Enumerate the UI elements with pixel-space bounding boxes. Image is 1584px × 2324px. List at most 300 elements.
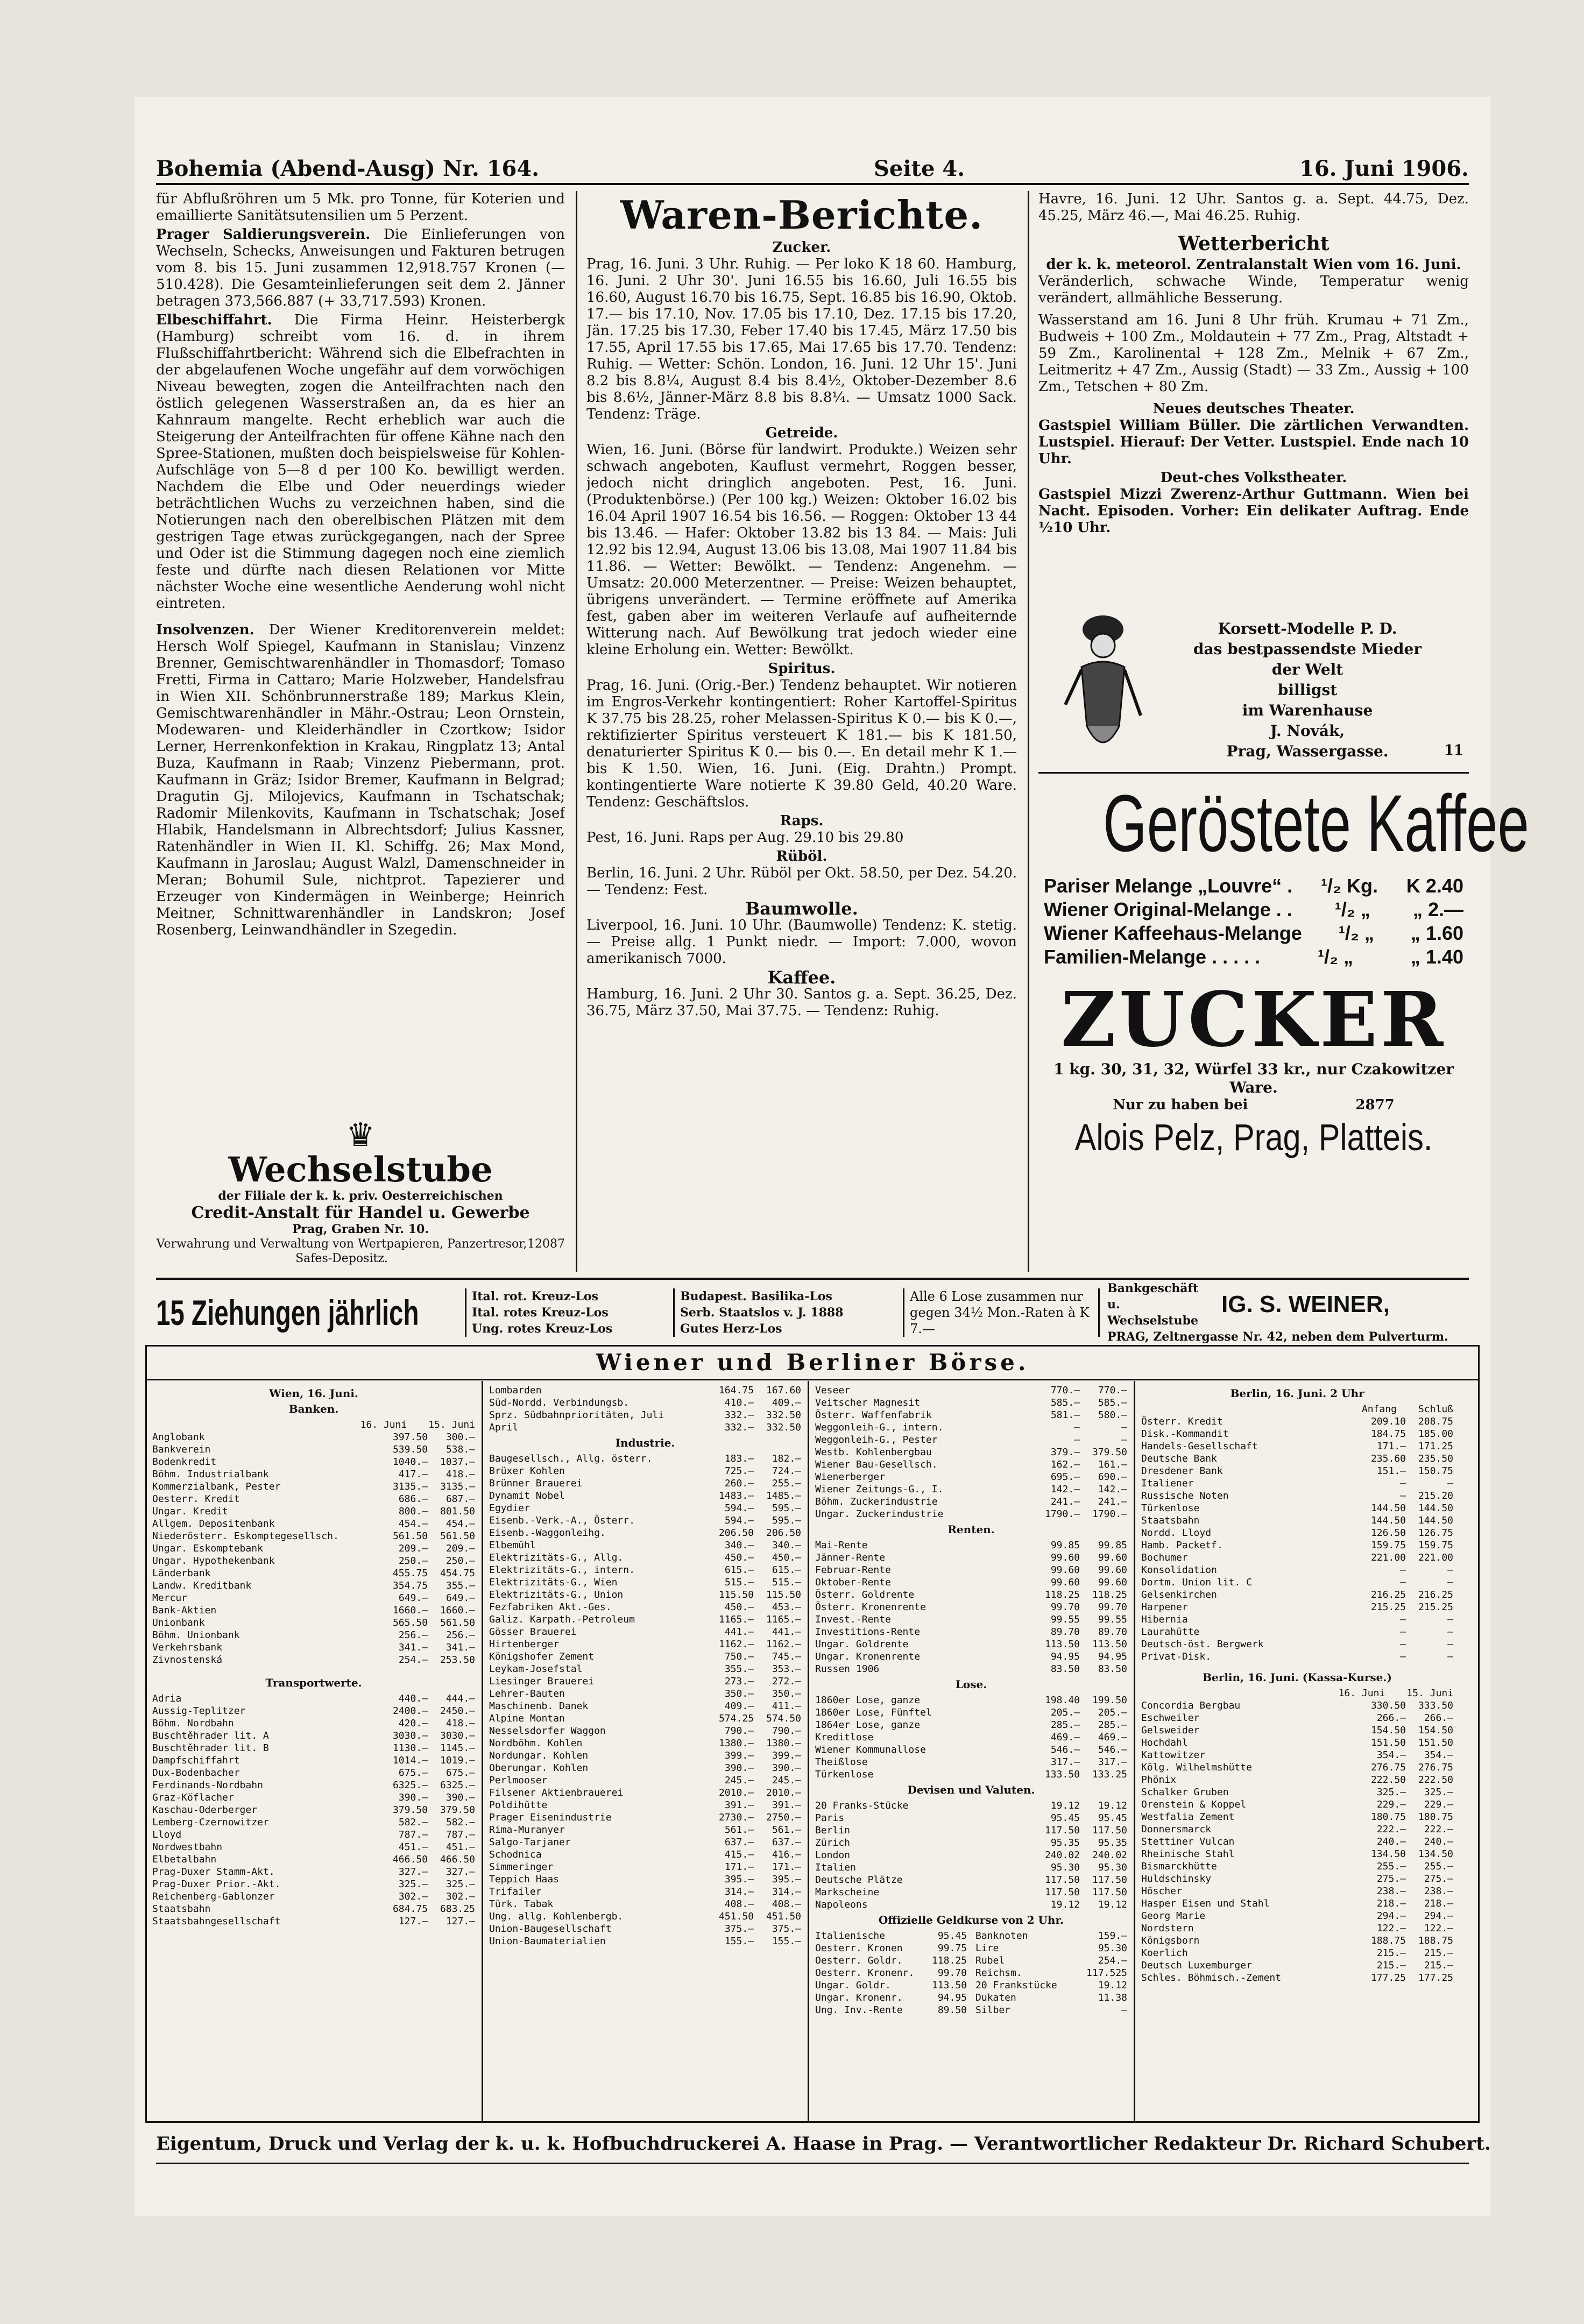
row-label: Disk.-Kommandit (1141, 1428, 1229, 1440)
row-value: 215.20 (1418, 1490, 1453, 1501)
row-value: 113.50 (1092, 1639, 1127, 1650)
row-value: 122.— (1424, 1923, 1453, 1934)
table-row (815, 1576, 1127, 1589)
table-row (152, 1493, 475, 1505)
table-row (152, 1804, 475, 1816)
row-value: 1165.— (718, 1614, 754, 1625)
row-label: Konsolidation (1141, 1564, 1217, 1576)
row-label: Berlin (815, 1825, 851, 1836)
table-row (1141, 1811, 1453, 1823)
row-value: — (1447, 1639, 1453, 1650)
row-label: Napoleons (815, 1899, 868, 1910)
row-value: 314.— (724, 1886, 754, 1897)
boerse-col-b (489, 1384, 801, 2116)
row-value: 95.30 (1098, 1943, 1127, 1954)
renten-head: Renten. (947, 1523, 995, 1536)
row-value: 218.— (1376, 1898, 1406, 1909)
row-value: 538.— (445, 1444, 475, 1455)
row-label: Allgem. Depositenbank (152, 1518, 275, 1529)
row-value: 332.50 (766, 1422, 801, 1433)
table-row (815, 1861, 1127, 1874)
row-value: — (1400, 1639, 1406, 1650)
row-label: 1860er Lose, ganze (815, 1695, 921, 1706)
row-value: — (1447, 1577, 1453, 1588)
table-row (815, 1706, 1127, 1719)
row-value: 390.— (445, 1792, 475, 1803)
row-value: 94.95 (1098, 1651, 1127, 1662)
row-value: 1130.— (392, 1742, 428, 1754)
table-row (815, 1849, 1127, 1861)
row-value: 19.12 (1050, 1800, 1080, 1811)
row-value: 399.— (724, 1750, 754, 1761)
row-value: — (1074, 1434, 1080, 1446)
row-value: 354.— (1376, 1749, 1406, 1761)
row-value: 133.25 (1092, 1769, 1127, 1780)
row-label: Stettiner Vulcan (1141, 1836, 1235, 1847)
transport-head: Transportwerte. (265, 1676, 362, 1689)
row-value: 418.— (445, 1718, 475, 1729)
row-label: Silber (975, 2004, 1011, 2016)
row-value: 724.— (772, 1465, 801, 1477)
table-row (975, 1930, 1127, 1942)
row-label: April (489, 1422, 519, 1433)
table-row (975, 1942, 1127, 1954)
row-label: Koerlich (1141, 1947, 1188, 1959)
table-row (489, 1737, 801, 1749)
row-value: 390.— (772, 1762, 801, 1774)
table-row (1141, 1712, 1453, 1724)
row-value: 118.25 (1092, 1589, 1127, 1600)
misc-table (815, 1384, 1127, 1520)
row-value: 95.30 (1050, 1862, 1080, 1873)
row-value: 441.— (724, 1626, 754, 1638)
row-value: 1162.— (718, 1639, 754, 1650)
baumwolle-text: Liverpool, 16. Juni. 10 Uhr. (Baumwolle) Tendenz: K. stetig. — Preise allg. 1 Punkt niedr. — Import: 7.000, wovon amerikanisch 7000. (586, 917, 1017, 967)
row-value: 275.— (1376, 1873, 1406, 1884)
row-value: 99.75 (937, 1943, 967, 1954)
row-value: 2750.— (766, 1812, 801, 1823)
row-label: Adria (152, 1693, 182, 1704)
lottery-big: 15 Ziehungen jährlich (156, 1293, 419, 1333)
price-unit: ¹/₂ Kg. (1321, 875, 1378, 897)
table-row (489, 1551, 801, 1564)
table-row (489, 1465, 801, 1477)
row-value: 222.— (1424, 1824, 1453, 1835)
row-value: 649.— (398, 1592, 428, 1604)
row-label: Brüxer Kohlen (489, 1465, 565, 1477)
table-row (815, 1719, 1127, 1731)
theater2-head: Deut-ches Volkstheater. (1160, 470, 1347, 486)
table-row (1141, 1601, 1453, 1613)
table-row (815, 1824, 1127, 1837)
row-label: Dynamit Nobel (489, 1490, 565, 1501)
row-label: Filsener Aktienbrauerei (489, 1787, 624, 1798)
left-column (156, 191, 565, 1213)
middle-column (586, 191, 1017, 1272)
left-p2 (156, 226, 565, 310)
row-value: 171.25 (1418, 1441, 1453, 1452)
row-label: Alpine Montan (489, 1713, 565, 1724)
row-value: 254.— (398, 1654, 428, 1666)
row-value: 255.— (1424, 1861, 1453, 1872)
table-row (489, 1514, 801, 1527)
row-value: 686.— (398, 1493, 428, 1505)
row-value: 241.— (1050, 1496, 1080, 1507)
bank-address: PRAG, Zeltnergasse Nr. 42, neben dem Pulverturm. (1107, 1330, 1448, 1344)
row-value: 325.— (1424, 1787, 1453, 1798)
row-value: 451.— (398, 1841, 428, 1853)
row-label: Nordböhm. Kohlen (489, 1738, 583, 1749)
row-value: — (1400, 1490, 1406, 1501)
row-label: Baugesellsch., Allg. österr. (489, 1453, 653, 1464)
havre-text: Havre, 16. Juni. 12 Uhr. Santos g. a. Sept. 44.75, Dez. 45.25, März 46.—, Mai 46.25. Ruhig. (1038, 191, 1469, 224)
table-row (489, 1688, 801, 1700)
row-value: 260.— (724, 1478, 754, 1489)
lottery-c1 (465, 1288, 666, 1337)
row-value: 546.— (1050, 1744, 1080, 1755)
table-row (815, 1434, 1127, 1446)
page-header (156, 156, 1469, 183)
row-value: 266.— (1376, 1712, 1406, 1724)
row-value: 127.— (445, 1916, 475, 1927)
row-value: 687.— (445, 1493, 475, 1505)
row-value: 375.— (772, 1923, 801, 1935)
row-label: Salgo-Tarjaner (489, 1837, 571, 1848)
table-row (815, 1421, 1127, 1434)
row-value: 144.50 (1370, 1515, 1406, 1526)
row-label: Ung. allg. Kohlenbergb. (489, 1911, 624, 1922)
kaffee-price-row (1044, 922, 1463, 945)
row-label: Harpener (1141, 1602, 1188, 1613)
row-value: 215.25 (1418, 1602, 1453, 1613)
row-value: 790.— (724, 1725, 754, 1737)
ruebol-text: Berlin, 16. Juni. 2 Uhr. Rüböl per Okt. 58.50, per Dez. 54.20. — Tendenz: Fest. (586, 865, 1017, 898)
row-label: Unionbank (152, 1617, 205, 1628)
row-value: 117.525 (1086, 1967, 1127, 1979)
price-value: „ 1.40 (1410, 946, 1463, 968)
col-head: 16. Juni (1338, 1688, 1385, 1699)
row-value: 95.45 (1050, 1812, 1080, 1824)
table-row (489, 1762, 801, 1774)
row-value: 325.— (1376, 1787, 1406, 1798)
table-row (815, 1744, 1127, 1756)
row-label: Böhm. Nordbahn (152, 1718, 234, 1729)
row-label: Lloyd (152, 1829, 182, 1840)
table-row (152, 1629, 475, 1641)
row-value: 1790.— (1044, 1508, 1080, 1520)
table-row (489, 1650, 801, 1663)
wechselstube-title: Wechselstube (228, 1150, 493, 1190)
row-label: Wienerberger (815, 1471, 886, 1483)
kaffee-text: Hamburg, 16. Juni. 2 Uhr 30. Santos g. a. Sept. 36.25, Dez. 36.75, März 37.50, Mai 37.75. — Tendenz: Ruhig. (586, 986, 1017, 1019)
row-value: 539.50 (392, 1444, 428, 1455)
row-label: Deutsch-öst. Bergwerk (1141, 1639, 1264, 1650)
row-value: 1790.— (1092, 1508, 1127, 1520)
row-label: 20 Franks-Stücke (815, 1800, 909, 1811)
left-p4-head: Insolvenzen. (156, 622, 254, 638)
row-value: 787.— (398, 1829, 428, 1840)
korsett-line: im Warenhause (1242, 702, 1373, 719)
row-value: 399.— (772, 1750, 801, 1761)
row-label: Teppich Haas (489, 1874, 560, 1885)
row-value: 2010.— (766, 1787, 801, 1798)
row-label: Gösser Brauerei (489, 1626, 577, 1638)
row-label: Westb. Kohlenbergbau (815, 1447, 932, 1458)
theater2-text: Gastspiel Mizzi Zwerenz-Arthur Guttmann. Wien bei Nacht. Episoden. Vorher: Ein delikater Auftrag. Ende ½10 Uhr. (1038, 486, 1469, 536)
row-value: 594.— (724, 1515, 754, 1526)
row-label: Handels-Gesellschaft (1141, 1441, 1258, 1452)
row-value: 574.25 (718, 1713, 754, 1724)
row-label: Prag-Duxer Prior.-Akt. (152, 1879, 281, 1890)
row-value: 379.50 (440, 1804, 475, 1816)
row-value: 6325.— (440, 1780, 475, 1791)
row-value: 801.50 (440, 1506, 475, 1517)
row-value: 585.— (1050, 1397, 1080, 1408)
table-row (1141, 1452, 1453, 1465)
row-value: 180.75 (1418, 1811, 1453, 1823)
table-row (815, 1954, 967, 1967)
row-value: 171.— (772, 1861, 801, 1873)
geld-head: Offizielle Geldkurse von 2 Uhr. (878, 1914, 1064, 1926)
col-head: Schluß (1418, 1404, 1453, 1415)
table-row (152, 1592, 475, 1604)
row-value: 185.00 (1418, 1428, 1453, 1440)
table-row (815, 1613, 1127, 1626)
price-unit: ¹/₂ „ (1338, 922, 1374, 944)
row-value: 770.— (1050, 1385, 1080, 1396)
row-value: 390.— (724, 1762, 754, 1774)
row-value: 546.— (1098, 1744, 1127, 1755)
kaffee-price-row (1044, 898, 1463, 922)
right-column (1038, 191, 1469, 600)
wien-head: Wien, 16. Juni. (269, 1387, 358, 1400)
wasser-text: Wasserstand am 16. Juni 8 Uhr früh. Krumau + 71 Zm., Budweis + 100 Zm., Moldautein + 77 Zm., Prag, Altstadt + 59 Zm., Karolinental + 128 Zm., Melnik + 67 Zm., Leitmeritz + 47 Zm., Aussig (Stadt) — 33 Zm., Aussig + 100 Zm., Tetschen + 80 Zm. (1038, 312, 1469, 395)
row-label: Ungar. Eskomptebank (152, 1543, 263, 1554)
header-rule (156, 183, 1469, 185)
row-value: 637.— (772, 1837, 801, 1848)
row-value: 155.— (772, 1936, 801, 1947)
row-label: Bank-Aktien (152, 1605, 217, 1616)
row-value: 221.00 (1418, 1552, 1453, 1563)
row-label: Weggonleih-G., intern. (815, 1422, 944, 1433)
row-value: 19.12 (1098, 1980, 1127, 1991)
table-row (1141, 1477, 1453, 1490)
table-row (815, 1979, 967, 1992)
row-value: 595.— (772, 1503, 801, 1514)
row-value: 99.55 (1098, 1614, 1127, 1625)
row-value: 206.50 (718, 1527, 754, 1539)
row-label: Ung. Inv.-Rente (815, 2004, 903, 2016)
berlin-cols (1141, 1403, 1453, 1415)
table-row (152, 1567, 475, 1579)
row-value: 450.— (724, 1552, 754, 1563)
table-row (152, 1754, 475, 1767)
table-row (815, 1626, 1127, 1638)
row-value: 585.— (1098, 1397, 1127, 1408)
table-row (152, 1641, 475, 1654)
table-row (815, 1768, 1127, 1781)
row-value: 1037.— (440, 1456, 475, 1468)
row-label: Orenstein & Koppel (1141, 1799, 1247, 1810)
lottery-c3: Alle 6 Lose zusammen nur gegen 34½ Mon.-Raten à K 7.— (903, 1288, 1100, 1337)
row-value: 273.— (724, 1676, 754, 1687)
row-label: Ungar. Zuckerindustrie (815, 1508, 944, 1520)
table-row (489, 1576, 801, 1589)
row-value: 675.— (445, 1767, 475, 1779)
row-value: 99.60 (1050, 1564, 1080, 1576)
kaffee-price-list (1038, 874, 1469, 969)
row-value: 395.— (724, 1874, 754, 1885)
row-value: 115.50 (718, 1589, 754, 1600)
lottery-item: Ung. rotes Kreuz-Los (472, 1322, 613, 1336)
row-value: 266.— (1424, 1712, 1453, 1724)
zucker-ad-l2: Nur zu haben bei (1113, 1097, 1248, 1113)
row-label: Wiener Zeitungs-G., I. (815, 1484, 944, 1495)
footer-rule (156, 2163, 1469, 2164)
row-value: 99.85 (1050, 1540, 1080, 1551)
left-p1: für Abflußröhren um 5 Mk. pro Tonne, für Koterien und emaillierte Sanitätsutensilien um 5 Perzent. (156, 191, 565, 224)
baumwolle-head: Baumwolle. (745, 898, 858, 919)
row-label: London (815, 1850, 851, 1861)
row-label: Oktober-Rente (815, 1577, 891, 1588)
kassa-cols (1141, 1687, 1453, 1699)
row-label: Staatsbahngesellschaft (152, 1916, 281, 1927)
row-label: Huldschinsky (1141, 1873, 1212, 1884)
row-label: Königshofer Zement (489, 1651, 595, 1662)
row-label: Prager Eisenindustrie (489, 1812, 612, 1823)
row-value: 2010.— (718, 1787, 754, 1798)
row-value: 450.— (772, 1552, 801, 1563)
row-value: 770.— (1098, 1385, 1127, 1396)
row-label: Türkenlose (815, 1769, 874, 1780)
spiritus-head: Spiritus. (768, 661, 836, 677)
row-value: 418.— (445, 1469, 475, 1480)
row-value: — (1074, 1422, 1080, 1433)
row-label: Deutsche Bank (1141, 1453, 1217, 1464)
table-row (152, 1779, 475, 1791)
row-value: 790.— (772, 1725, 801, 1737)
row-value: 454.— (398, 1518, 428, 1529)
wetter-text: Veränderlich, schwache Winde, Temperatur wenig verändert, allmähliche Besserung. (1038, 273, 1469, 306)
price-name: Pariser Melange „Louvre“ . (1044, 875, 1293, 897)
row-value: 216.25 (1370, 1589, 1406, 1600)
table-row (489, 1700, 801, 1712)
row-value: 416.— (772, 1849, 801, 1860)
row-label: Elbetalbahn (152, 1854, 217, 1865)
row-value: 171.— (1376, 1441, 1406, 1452)
row-value: 410.— (724, 1397, 754, 1408)
zucker-ad-l1: 1 kg. 30, 31, 32, Würfel 33 kr., nur Czakowitzer Ware. (1053, 1060, 1454, 1096)
row-label: Oesterr. Goldr. (815, 1955, 903, 1966)
row-value: 222.— (1376, 1824, 1406, 1835)
row-value: 240.02 (1092, 1850, 1127, 1861)
row-value: 466.50 (392, 1854, 428, 1865)
row-value: 325.— (445, 1879, 475, 1890)
row-value: 684.75 (392, 1903, 428, 1915)
row-label: Verkehrsbank (152, 1642, 223, 1653)
row-label: Reichenberg-Gablonzer (152, 1891, 275, 1902)
row-label: Investitions-Rente (815, 1626, 921, 1638)
row-label: Reichsm. (975, 1967, 1022, 1979)
row-value: 99.70 (1098, 1602, 1127, 1613)
row-label: Februar-Rente (815, 1564, 891, 1576)
row-label: Türk. Tabak (489, 1898, 554, 1910)
lose-head: Lose. (955, 1678, 987, 1691)
theater1-text: Gastspiel William Büller. Die zärtlichen Verwandten. Lustspiel. Hierauf: Der Vetter. Lustspiel. Ende nach 10 Uhr. (1038, 417, 1469, 467)
table-row (815, 1967, 967, 1979)
table-row (815, 1539, 1127, 1551)
table-row (489, 1397, 801, 1409)
row-label: Union-Baumaterialien (489, 1936, 606, 1947)
row-value: 215.25 (1370, 1602, 1406, 1613)
row-label: Banknoten (975, 1930, 1028, 1942)
row-value: 218.— (1424, 1898, 1453, 1909)
row-value: 582.— (398, 1817, 428, 1828)
table-row (489, 1824, 801, 1836)
table-row (815, 1992, 967, 2004)
row-value: 144.50 (1418, 1515, 1453, 1526)
row-value: 154.50 (1418, 1725, 1453, 1736)
row-label: Wiener Bau-Gesellsch. (815, 1459, 938, 1470)
row-value: 241.— (1098, 1496, 1127, 1507)
row-value: 285.— (1098, 1719, 1127, 1731)
row-label: Bodenkredit (152, 1456, 217, 1468)
lottery-item: Ital. rot. Kreuz-Los (472, 1289, 598, 1303)
row-value: 1040.— (392, 1456, 428, 1468)
table-row (815, 1446, 1127, 1458)
row-value: 451.50 (718, 1911, 754, 1922)
row-value: 354.75 (392, 1580, 428, 1591)
row-label: Galiz. Karpath.-Petroleum (489, 1614, 635, 1625)
row-label: Schles. Böhmisch.-Zement (1141, 1972, 1282, 1983)
table-row (489, 1787, 801, 1799)
table-row (1141, 1798, 1453, 1811)
table-row (489, 1873, 801, 1886)
row-label: 20 Frankstücke (975, 1980, 1057, 1991)
row-value: 19.12 (1098, 1899, 1127, 1910)
table-row (489, 1898, 801, 1910)
row-value: 350.— (724, 1688, 754, 1699)
table-row (152, 1717, 475, 1730)
row-label: Zürich (815, 1837, 851, 1848)
row-value: 750.— (724, 1651, 754, 1662)
row-value: 99.55 (1050, 1614, 1080, 1625)
row-label: Fezfabriken Akt.-Ges. (489, 1602, 612, 1613)
row-label: Hibernia (1141, 1614, 1188, 1625)
row-label: Lemberg-Czernowitzer (152, 1817, 269, 1828)
row-label: Rima-Muranyer (489, 1824, 565, 1836)
row-value: 561.50 (440, 1617, 475, 1628)
table-row (1141, 1650, 1453, 1663)
table-row (489, 1675, 801, 1688)
row-value: 184.75 (1370, 1428, 1406, 1440)
table-row (489, 1384, 801, 1397)
row-label: Ungar. Kronenrente (815, 1651, 921, 1662)
row-value: — (1447, 1478, 1453, 1489)
row-value: 222.50 (1370, 1774, 1406, 1785)
row-value: 133.50 (1044, 1769, 1080, 1780)
row-value: 126.75 (1418, 1527, 1453, 1539)
row-value: 117.50 (1092, 1825, 1127, 1836)
table-row (152, 1654, 475, 1666)
row-value: 159.— (1098, 1930, 1127, 1942)
row-value: 89.50 (937, 2004, 967, 2016)
table-row (1141, 1428, 1453, 1440)
row-value: 151.50 (1370, 1737, 1406, 1748)
row-label: Eschweiler (1141, 1712, 1200, 1724)
lombarden-table (489, 1384, 801, 1434)
row-value: 142.— (1050, 1484, 1080, 1495)
